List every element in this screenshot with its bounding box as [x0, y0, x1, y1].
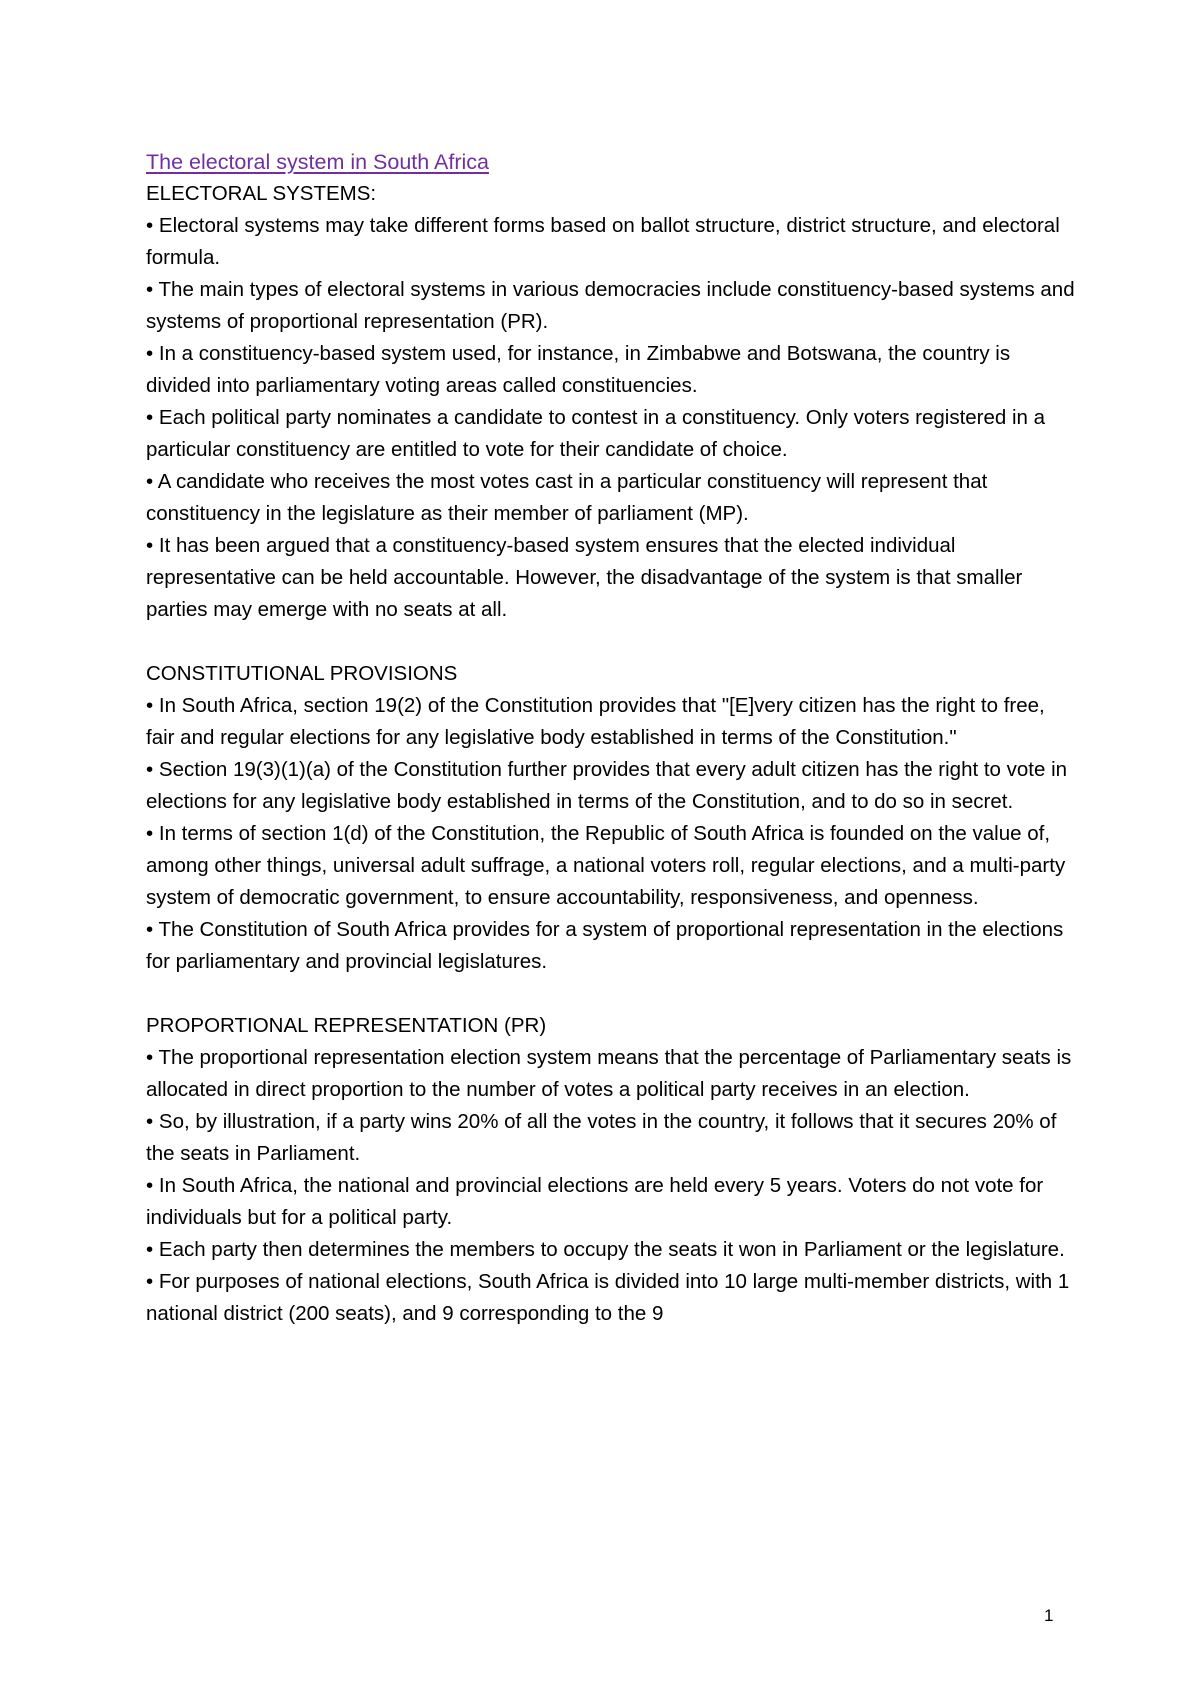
bullet-text: Each political party nominates a candidate to contest in a constituency. Only voters registered in a particular constituency are entitled to vote for their candidate of choice. — [146, 406, 1046, 461]
bullet-icon: • — [146, 1046, 154, 1069]
bullet-icon: • — [146, 918, 154, 941]
bullet-item — [146, 1106, 1076, 1170]
bullet-item — [146, 914, 1076, 978]
bullet-icon: • — [146, 534, 154, 557]
bullet-item — [146, 690, 1076, 754]
bullet-text: Section 19(3)(1)(a) of the Constitution further provides that every adult citizen has the right to vote in elections for any legislative body established in terms of the Constitution, and to do so in secret. — [146, 758, 1068, 813]
section — [146, 178, 1076, 626]
bullet-text: For purposes of national elections, South Africa is divided into 10 large multi-member districts, with 1 national district (200 seats), and 9 corresponding to the 9 — [146, 1270, 1070, 1325]
bullet-item — [146, 466, 1076, 530]
bullet-item — [146, 1266, 1076, 1330]
bullet-text: A candidate who receives the most votes cast in a particular constituency will represent that constituency in the legislature as their member of parliament (MP). — [146, 470, 988, 525]
bullet-text: Electoral systems may take different forms based on ballot structure, district structure, and electoral formula. — [146, 214, 1060, 269]
section — [146, 1010, 1076, 1330]
bullet-item — [146, 1170, 1076, 1234]
bullet-icon: • — [146, 278, 154, 301]
bullet-text: The main types of electoral systems in various democracies include constituency-based systems and systems of proportional representation (PR). — [146, 278, 1075, 333]
bullet-text: In South Africa, section 19(2) of the Constitution provides that "[E]very citizen has the right to free, fair and regular elections for any legislative body established in terms of the Constitution." — [146, 694, 1045, 749]
bullet-icon: • — [146, 758, 154, 781]
bullet-item — [146, 338, 1076, 402]
bullet-item — [146, 274, 1076, 338]
bullet-item — [146, 818, 1076, 914]
document-page — [146, 146, 1076, 1330]
bullet-icon: • — [146, 1238, 154, 1261]
bullet-item — [146, 754, 1076, 818]
bullet-icon: • — [146, 1174, 154, 1197]
bullet-text: In South Africa, the national and provincial elections are held every 5 years. Voters do not vote for individuals but for a political party. — [146, 1174, 1044, 1229]
bullet-text: In a constituency-based system used, for instance, in Zimbabwe and Botswana, the country is divided into parliamentary voting areas called constituencies. — [146, 342, 1011, 397]
bullet-icon: • — [146, 406, 154, 429]
bullet-icon: • — [146, 342, 154, 365]
bullet-item — [146, 530, 1076, 626]
bullet-text: Each party then determines the members to occupy the seats it won in Parliament or the legislature. — [158, 1238, 1065, 1261]
document-title: The electoral system in South Africa — [146, 150, 489, 174]
page-number: 1 — [1044, 1606, 1054, 1625]
section-heading: CONSTITUTIONAL PROVISIONS — [146, 662, 458, 685]
bullet-icon: • — [146, 1270, 154, 1293]
bullet-text: It has been argued that a constituency-based system ensures that the elected individual representative can be held accountable. However, the disadvantage of the system is that smaller parties may emerge with no seats at all. — [146, 534, 1023, 621]
bullet-text: In terms of section 1(d) of the Constitution, the Republic of South Africa is founded on the value of, among other things, universal adult suffrage, a national voters roll, regular elections, and a multi-party system of democratic government, to ensure accountability, responsiveness, and openness. — [146, 822, 1066, 909]
document-body — [146, 178, 1076, 1330]
section-heading: PROPORTIONAL REPRESENTATION (PR) — [146, 1014, 547, 1037]
bullet-text: The proportional representation election system means that the percentage of Parliamentary seats is allocated in direct proportion to the number of votes a political party receives in an election. — [146, 1046, 1072, 1101]
bullet-item — [146, 210, 1076, 274]
bullet-item — [146, 1234, 1076, 1266]
bullet-text: The Constitution of South Africa provides for a system of proportional representation in the elections for parliamentary and provincial legislatures. — [146, 918, 1064, 973]
bullet-item — [146, 1042, 1076, 1106]
bullet-icon: • — [146, 470, 154, 493]
bullet-icon: • — [146, 694, 154, 717]
bullet-icon: • — [146, 822, 154, 845]
bullet-icon: • — [146, 214, 154, 237]
bullet-text: So, by illustration, if a party wins 20% of all the votes in the country, it follows that it secures 20% of the seats in Parliament. — [146, 1110, 1057, 1165]
section — [146, 658, 1076, 978]
section-heading: ELECTORAL SYSTEMS: — [146, 182, 377, 205]
bullet-item — [146, 402, 1076, 466]
bullet-icon: • — [146, 1110, 154, 1133]
